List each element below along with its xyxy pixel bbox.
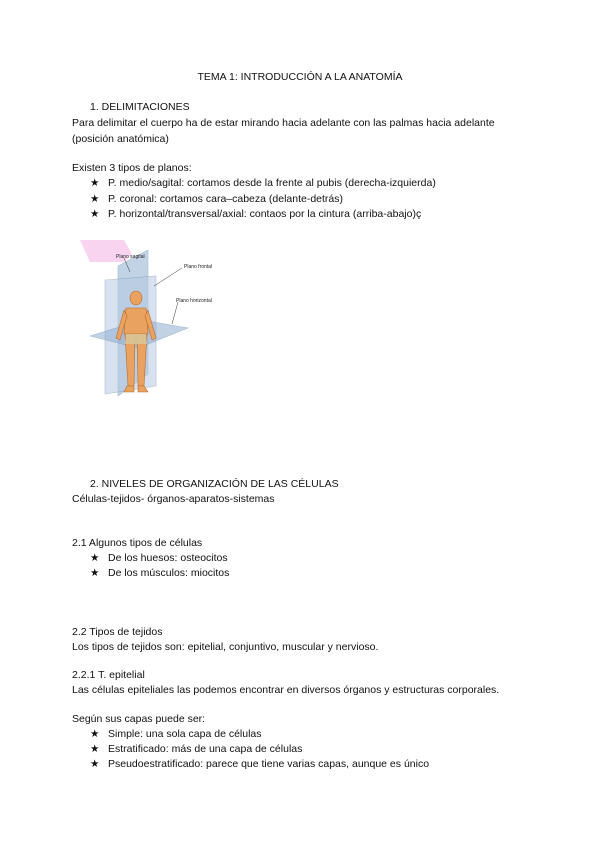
anatomical-planes-illustration: [80, 236, 230, 411]
planes-intro: Existen 3 tipos de planos:: [72, 162, 192, 174]
figure-label-frontal: Plano frontal: [184, 264, 213, 270]
subsection-2-2-heading: 2.2 Tipos de tejidos: [72, 626, 163, 638]
layer-bullet-3: ★ Pseudoestratificado: parece que tiene varias capas, aunque es único: [90, 758, 430, 770]
star-bullet-icon: ★: [90, 567, 100, 579]
cell-bullet-1: ★ De los huesos: osteocitos: [90, 552, 228, 564]
section-2-heading: 2. NIVELES DE ORGANIZACIÓN DE LAS CÉLULAS: [90, 478, 339, 490]
star-bullet-icon: ★: [90, 552, 100, 564]
layers-intro: Según sus capas puede ser:: [72, 713, 206, 725]
star-bullet-icon: ★: [90, 193, 100, 205]
subsection-2-2-1-heading: 2.2.1 T. epitelial: [72, 669, 145, 681]
tissue-types-line: Los tipos de tejidos son: epitelial, conjuntivo, muscular y nervioso.: [72, 641, 379, 653]
layer-bullet-1: ★ Simple: una sola capa de células: [90, 728, 262, 740]
plane-bullet-1: ★ P. medio/sagital: cortamos desde la frente al pubis (derecha-izquierda): [90, 177, 436, 189]
organization-levels-line: Células-tejidos- órganos-aparatos-sistemas: [72, 493, 275, 505]
section-1-paragraph-line-1: Para delimitar el cuerpo ha de estar mirando hacia adelante con las palmas hacia adelante: [72, 117, 495, 129]
star-bullet-icon: ★: [90, 208, 100, 220]
epithelial-line: Las células epiteliales las podemos encontrar en diversos órganos y estructuras corporales.: [72, 684, 500, 696]
figure-label-horizontal: Plano horizontal: [176, 298, 212, 304]
page-title: TEMA 1: INTRODUCCIÓN A LA ANATOMÍA: [197, 71, 403, 83]
anatomical-planes-figure: [80, 236, 230, 411]
figure-label-sagittal: Plano sagital: [116, 254, 145, 260]
star-bullet-icon: ★: [90, 758, 100, 770]
subsection-2-1-heading: 2.1 Algunos tipos de células: [72, 537, 203, 549]
star-bullet-icon: ★: [90, 177, 100, 189]
star-bullet-icon: ★: [90, 743, 100, 755]
cell-bullet-2: ★ De los músculos: miocitos: [90, 567, 230, 579]
layer-bullet-2: ★ Estratificado: más de una capa de células: [90, 743, 303, 755]
plane-bullet-2: ★ P. coronal: cortamos cara–cabeza (delante-detrás): [90, 193, 344, 205]
section-1-heading: 1. DELIMITACIONES: [90, 101, 190, 113]
section-1-paragraph-line-2: (posición anatómica): [72, 133, 169, 145]
plane-bullet-3: ★ P. horizontal/transversal/axial: contaos por la cintura (arriba-abajo)ç: [90, 208, 422, 220]
star-bullet-icon: ★: [90, 728, 100, 740]
